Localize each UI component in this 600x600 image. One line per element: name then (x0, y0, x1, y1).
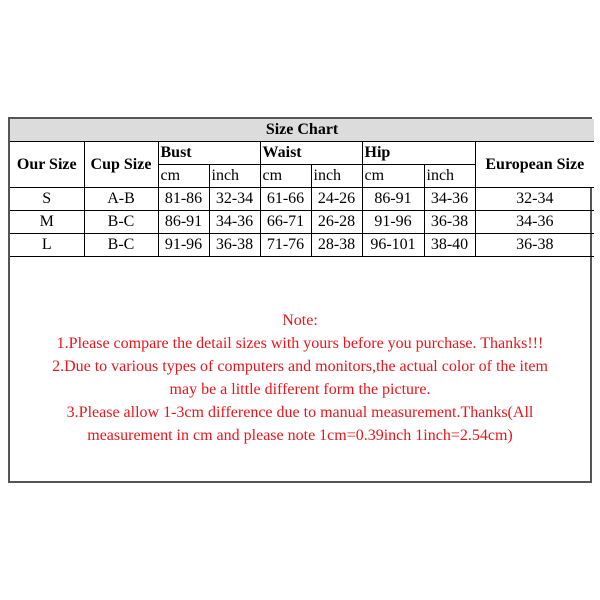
cell-our-size: M (10, 211, 84, 234)
note-line-1: 1.Please compare the detail sizes with yours before you purchase. Thanks!!! (56, 335, 544, 352)
unit-waist-cm: cm (260, 165, 311, 188)
cell-hip-inch: 36-38 (424, 211, 475, 234)
cell-hip-cm: 86-91 (362, 188, 424, 211)
header-row (10, 142, 594, 165)
cell-waist-inch: 28-38 (311, 234, 362, 257)
cell-cup-size: B-C (84, 211, 158, 234)
unit-bust-cm: cm (158, 165, 209, 188)
table-row (10, 234, 594, 257)
cell-waist-cm: 61-66 (260, 188, 311, 211)
cell-hip-cm: 96-101 (362, 234, 424, 257)
header-bust: Bust (158, 142, 260, 165)
note-line-3a: 3.Please allow 1-3cm difference due to manual measurement.Thanks(All (66, 404, 534, 421)
cell-cup-size: A-B (84, 188, 158, 211)
cell-bust-inch: 32-34 (209, 188, 260, 211)
table-title: Size Chart (10, 119, 594, 142)
size-chart-table (10, 119, 594, 257)
header-our-size: Our Size (10, 142, 84, 188)
cell-bust-cm: 91-96 (158, 234, 209, 257)
cell-hip-cm: 91-96 (362, 211, 424, 234)
unit-waist-inch: inch (311, 165, 362, 188)
table-row (10, 188, 594, 211)
cell-our-size: L (10, 234, 84, 257)
cell-european-size: 32-34 (475, 188, 594, 211)
cell-waist-inch: 24-26 (311, 188, 362, 211)
cell-cup-size: B-C (84, 234, 158, 257)
header-waist: Waist (260, 142, 362, 165)
cell-european-size: 36-38 (475, 234, 594, 257)
note-line-3b: measurement in cm and please note 1cm=0.39inch 1inch=2.54cm) (87, 427, 513, 444)
note-heading: Note: (282, 312, 318, 329)
cell-waist-cm: 71-76 (260, 234, 311, 257)
cell-hip-inch: 34-36 (424, 188, 475, 211)
unit-bust-inch: inch (209, 165, 260, 188)
cell-bust-cm: 86-91 (158, 211, 209, 234)
cell-waist-cm: 66-71 (260, 211, 311, 234)
header-cup-size: Cup Size (84, 142, 158, 188)
unit-hip-cm: cm (362, 165, 424, 188)
cell-hip-inch: 38-40 (424, 234, 475, 257)
cell-waist-inch: 26-28 (311, 211, 362, 234)
table-row (10, 211, 594, 234)
table-title-row (10, 119, 594, 142)
cell-our-size: S (10, 188, 84, 211)
note-line-2a: 2.Due to various types of computers and monitors,the actual color of the item (52, 358, 548, 375)
note-block (10, 309, 590, 447)
note-line-2b: may be a little different form the picture. (169, 381, 431, 398)
header-hip: Hip (362, 142, 475, 165)
cell-bust-inch: 36-38 (209, 234, 260, 257)
cell-bust-cm: 81-86 (158, 188, 209, 211)
cell-european-size: 34-36 (475, 211, 594, 234)
header-european-size: European Size (475, 142, 594, 188)
size-chart-frame (8, 117, 592, 483)
unit-hip-inch: inch (424, 165, 475, 188)
cell-bust-inch: 34-36 (209, 211, 260, 234)
